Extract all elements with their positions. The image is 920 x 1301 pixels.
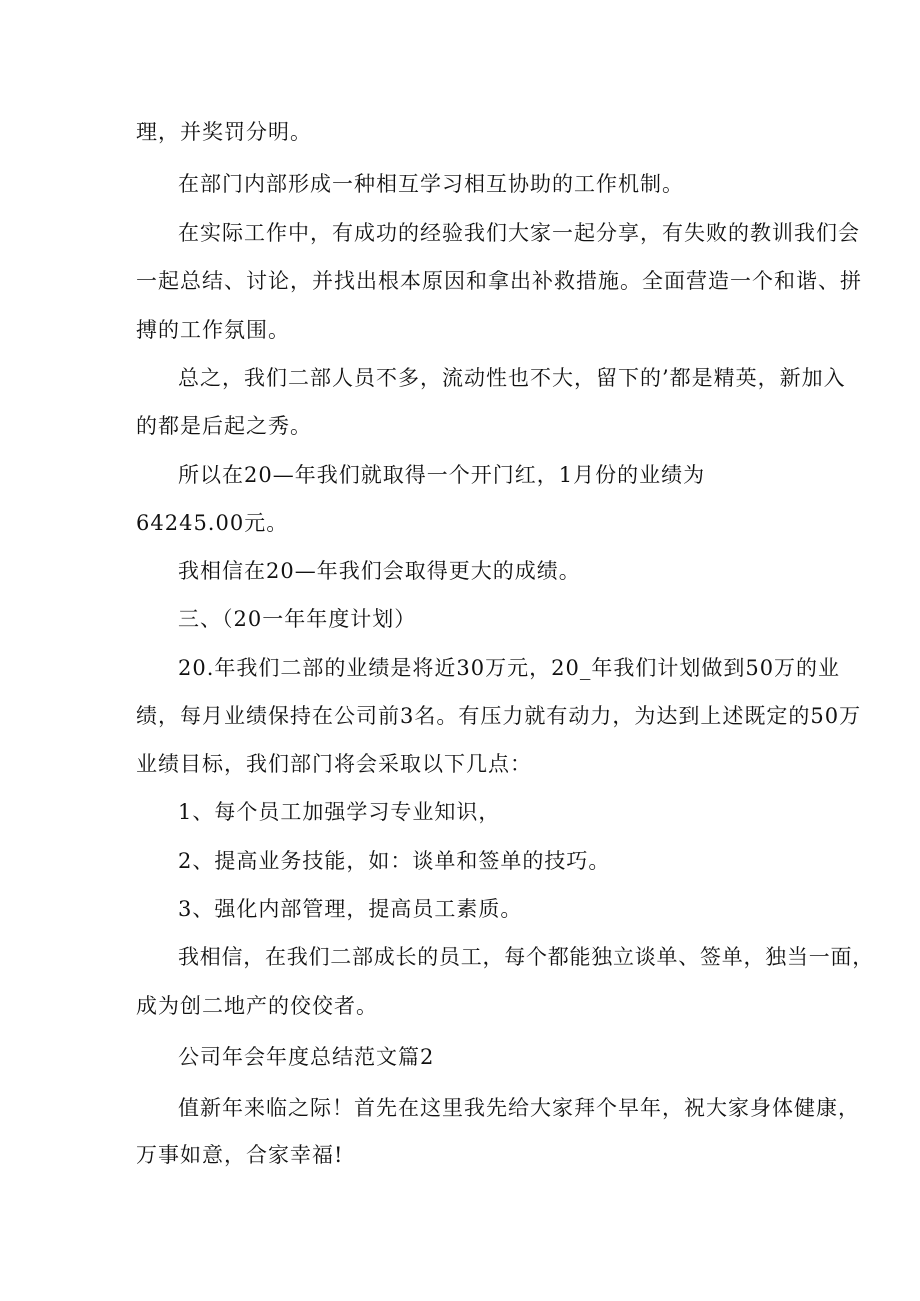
list-item: 1、每个员工加强学习专业知识， (178, 800, 501, 824)
paragraph-line: 我相信在20—年我们会取得更大的成绩。 (178, 559, 581, 583)
section-heading: 三、（20一年年度计划） (178, 607, 417, 631)
paragraph-line: 理，并奖罚分明。 (136, 120, 312, 144)
paragraph-line: 20.年我们二部的业绩是将近30万元，20_年我们计划做到50万的业 (178, 656, 841, 680)
paragraph-line: 绩，每月业绩保持在公司前3名。有压力就有动力，为达到上述既定的50万 (136, 704, 862, 728)
list-item: 2、提高业务技能，如：谈单和签单的技巧。 (178, 849, 611, 873)
paragraph-line: 成为创二地产的佼佼者。 (136, 994, 378, 1018)
paragraph-line: 所以在20—年我们就取得一个开门红，1月份的业绩为 (178, 463, 706, 487)
paragraph-line: 搏的工作氛围。 (136, 318, 290, 342)
paragraph-line: 万事如意，合家幸福! (136, 1143, 344, 1167)
paragraph-line: 总之，我们二部人员不多，流动性也不大，留下的’都是精英，新加入 (178, 366, 846, 390)
list-item: 3、强化内部管理，提高员工素质。 (178, 897, 523, 921)
paragraph-line: 的都是后起之秀。 (136, 414, 312, 438)
article-title: 公司年会年度总结范文篇2 (178, 1045, 435, 1069)
paragraph-line: 在实际工作中，有成功的经验我们大家一起分享，有失败的教训我们会 (178, 221, 860, 245)
paragraph-line: 在部门内部形成一种相互学习相互协助的工作机制。 (178, 172, 684, 196)
paragraph-line: 一起总结、讨论，并找出根本原因和拿出补救措施。全面营造一个和谐、拼 (136, 269, 862, 293)
paragraph-line: 64245.00元。 (136, 511, 289, 535)
paragraph-line: 值新年来临之际！首先在这里我先给大家拜个早年，祝大家身体健康， (178, 1096, 860, 1120)
paragraph-line: 业绩目标，我们部门将会采取以下几点： (136, 752, 532, 776)
paragraph-line: 我相信，在我们二部成长的员工，每个都能独立谈单、签单，独当一面， (178, 945, 874, 969)
